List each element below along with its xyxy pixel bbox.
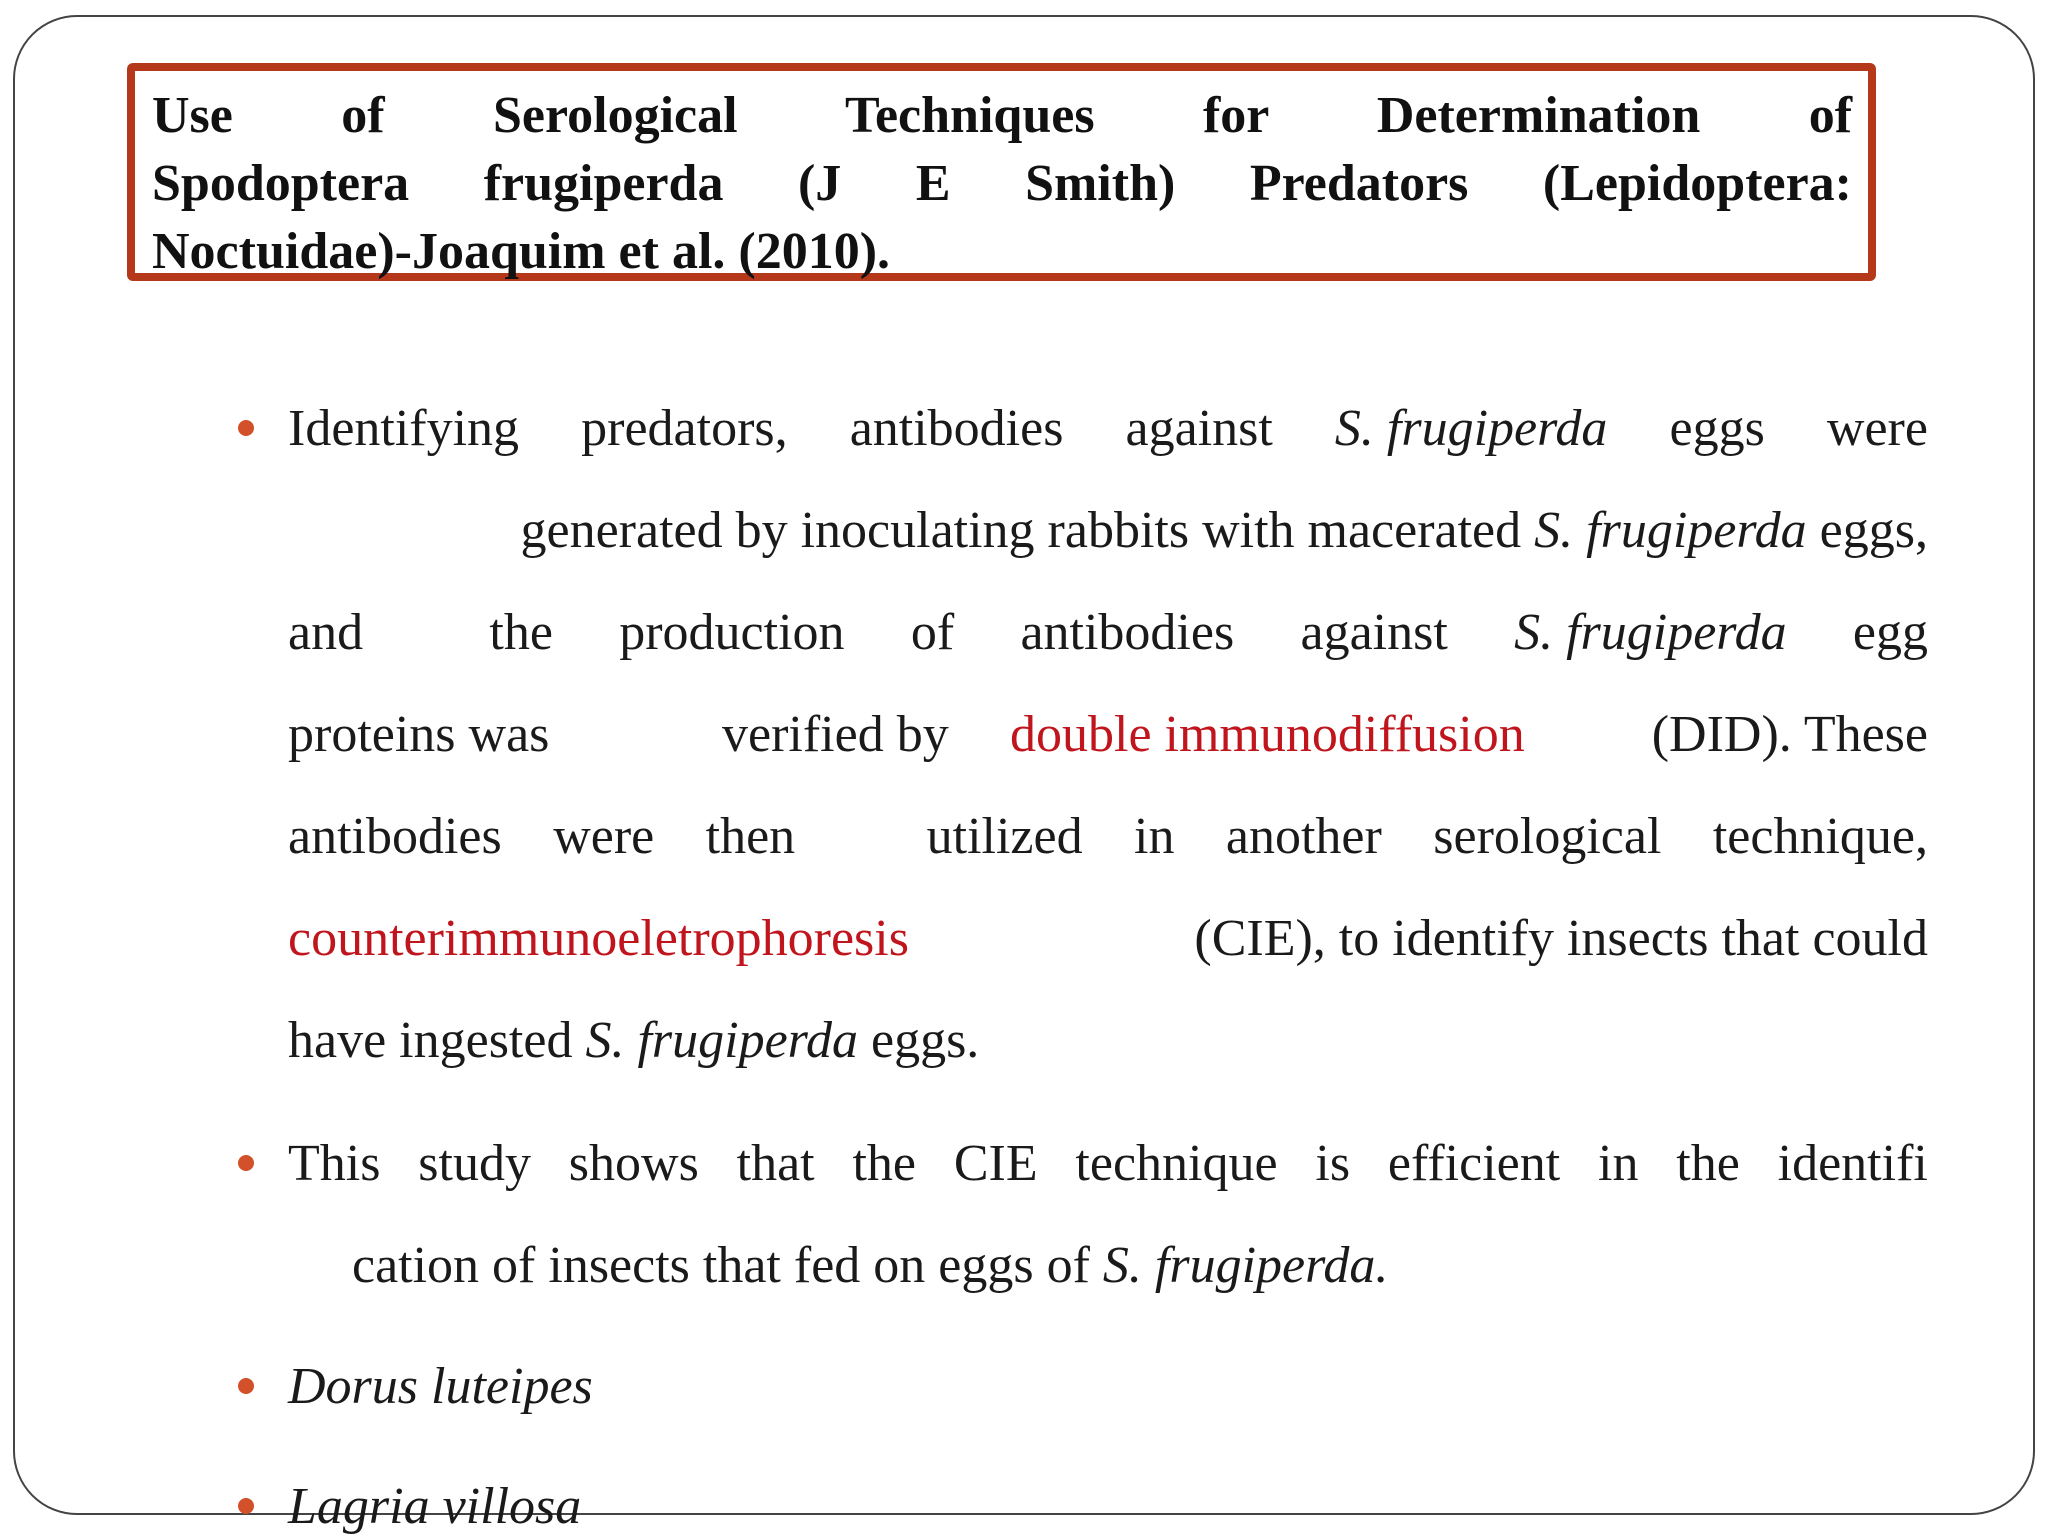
bullet1-line1 (288, 399, 1928, 459)
bullet1-line4d: (DID). These (1651, 706, 1928, 763)
text-run: cation of insects that fed on eggs of (352, 1237, 1103, 1294)
word: Identifying (288, 400, 520, 457)
word: is (1315, 1135, 1351, 1192)
word: in (1598, 1135, 1639, 1192)
word: production (619, 604, 845, 661)
bullet2-line1 (288, 1134, 1928, 1194)
title-line-1 (152, 82, 1852, 150)
word: antibodies (288, 808, 502, 865)
bullet-dot (238, 1155, 254, 1171)
bullet1-line2 (352, 501, 1928, 561)
bullet1-line3 (288, 603, 1928, 663)
species-name: S. frugiperda (1514, 604, 1787, 661)
text-run: eggs. (857, 1012, 980, 1069)
word: that (736, 1135, 815, 1192)
title-word: of (1808, 87, 1853, 144)
word: the (489, 604, 553, 661)
title-word: Predators (1249, 155, 1469, 212)
word: shows (568, 1135, 699, 1192)
word: antibodies (849, 400, 1064, 457)
title-word: Spodoptera (152, 155, 410, 212)
title-word: E (915, 155, 951, 212)
bullet1-line4b: verified by (722, 706, 949, 763)
title-word: Techniques (845, 87, 1095, 144)
word: egg (1852, 604, 1928, 661)
bullet1-line4a: proteins was (288, 706, 550, 763)
title-word: Smith) (1025, 155, 1176, 212)
word: in (1134, 808, 1175, 865)
title-word: Use (152, 87, 233, 144)
bullet-dot (238, 420, 254, 436)
word: of (910, 604, 955, 661)
text-run: eggs, (1806, 502, 1928, 559)
word: technique (1075, 1135, 1278, 1192)
bullet-dot (238, 1498, 254, 1514)
word: technique, (1712, 808, 1928, 865)
species-name: S. frugiperda (1534, 502, 1807, 559)
title-word: for (1202, 87, 1269, 144)
species-name: S. frugiperda. (1102, 1237, 1389, 1294)
title-word: Serological (493, 87, 738, 144)
text-run: generated by inoculating rabbits with macerated (520, 502, 1535, 559)
word: This (288, 1135, 381, 1192)
word: the (1676, 1135, 1740, 1192)
word: another (1225, 808, 1382, 865)
word: against (1125, 400, 1273, 457)
word: and (288, 604, 364, 661)
slide-title (152, 82, 1852, 286)
species-name: S. frugiperda (585, 1012, 858, 1069)
word: CIE (953, 1135, 1038, 1192)
word: antibodies (1020, 604, 1235, 661)
cie-term: counterimmunoeletrophoresis (288, 910, 909, 967)
word: utilized (926, 808, 1083, 865)
bullet1-line5 (288, 807, 1928, 867)
title-line-3: Noctuidae)-Joaquim et al. (2010). (152, 223, 891, 280)
title-line-2 (152, 150, 1852, 218)
species-dorus-luteipes: Dorus luteipes (288, 1358, 593, 1415)
word: were (553, 808, 655, 865)
word: serological (1433, 808, 1662, 865)
word: then (705, 808, 796, 865)
text-run: have ingested (288, 1012, 586, 1069)
bullet1-line6b: (CIE), to identify insects that could (1194, 910, 1928, 967)
word: predators, (581, 400, 788, 457)
word: eggs (1669, 400, 1765, 457)
did-term: double immunodiffusion (1010, 706, 1525, 763)
title-word: of (341, 87, 385, 144)
title-word: (J (797, 155, 842, 212)
title-word: frugiperda (483, 155, 724, 212)
bullet-dot (238, 1378, 254, 1394)
word: against (1300, 604, 1448, 661)
bullet1-line7 (288, 1011, 979, 1071)
title-word: (Lepidoptera: (1542, 155, 1853, 212)
species-name: S. frugiperda (1334, 400, 1608, 457)
word: the (852, 1135, 916, 1192)
word: study (418, 1135, 531, 1192)
word: identifi (1777, 1135, 1928, 1192)
bullet2-line2 (352, 1236, 1388, 1296)
title-word: Determination (1376, 87, 1701, 144)
word: efficient (1387, 1135, 1561, 1192)
species-lagria-villosa: Lagria villosa (288, 1478, 582, 1535)
word: were (1826, 400, 1928, 457)
